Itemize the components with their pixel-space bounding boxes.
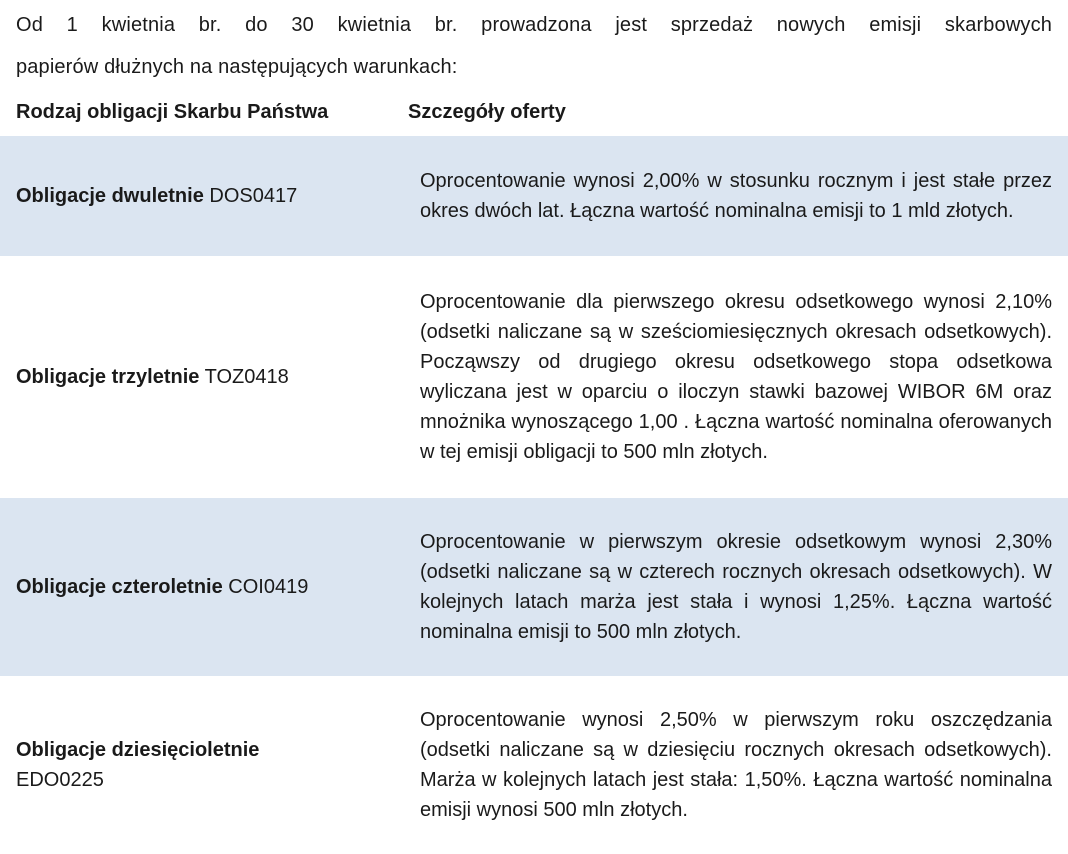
bond-name: Obligacje dwuletnie xyxy=(16,185,204,207)
bond-offer-table xyxy=(0,88,1068,854)
offer-details-cell: Oprocentowanie w pierwszym okresie odsetkowym wynosi 2,30% (odsetki naliczane są w czterech rocznych okresach odsetkowych). W kolejnych latach marża jest stała i wynosi 1,25%. Łączna wartość nominalna emisji to 500 mln złotych. xyxy=(420,531,1052,643)
bond-code: COI0419 xyxy=(228,576,309,598)
bond-code: TOZ0418 xyxy=(204,366,289,388)
table-row xyxy=(0,676,1068,854)
offer-details-cell: Oprocentowanie wynosi 2,00% w stosunku rocznym i jest stałe przez okres dwóch lat. Łączna wartość nominalna emisji to 1 mld złotych. xyxy=(420,170,1052,222)
table-row xyxy=(0,498,1068,676)
table-header xyxy=(0,88,1068,136)
offer-details-cell: Oprocentowanie wynosi 2,50% w pierwszym roku oszczędzania (odsetki naliczane są w dziesięciu rocznych okresach odsetkowych). Marża w kolejnych latach jest stała: 1,50%. Łączna wartość nominalna emisji wynosi 500 mln złotych. xyxy=(420,709,1052,821)
intro-line-1: Od 1 kwietnia br. do 30 kwietnia br. prowadzona jest sprzedaż nowych emisji skarbowych xyxy=(16,14,1052,36)
table-row xyxy=(0,256,1068,498)
table-row xyxy=(0,136,1068,256)
bond-type-cell xyxy=(0,572,420,602)
offer-details-cell: Oprocentowanie dla pierwszego okresu odsetkowego wynosi 2,10% (odsetki naliczane są w sześciomiesięcznych okresach odsetkowych). Począwszy od drugiego okresu odsetkowego stopa odsetkowa wyliczana jest w oparciu o iloczyn stawki bazowej WIBOR 6M oraz mnożnika wynoszącego 1,00 . Łączna wartość nominalna oferowanych w tej emisji obligacji to 500 mln złotych. xyxy=(420,291,1052,463)
bond-name: Obligacje dziesięcioletnie xyxy=(16,739,260,761)
header-offer-details: Szczegóły oferty xyxy=(408,100,566,123)
intro-paragraph xyxy=(0,0,1068,88)
bond-type-cell xyxy=(0,181,420,211)
header-bond-type: Rodzaj obligacji Skarbu Państwa xyxy=(16,100,329,123)
intro-line-2: papierów dłużnych na następujących warunkach: xyxy=(16,56,458,78)
bond-name: Obligacje czteroletnie xyxy=(16,576,223,598)
bond-name: Obligacje trzyletnie xyxy=(16,366,200,388)
bond-type-cell xyxy=(0,735,420,795)
bond-type-cell xyxy=(0,362,420,392)
bond-code: EDO0225 xyxy=(16,769,104,791)
bond-code: DOS0417 xyxy=(209,185,298,207)
